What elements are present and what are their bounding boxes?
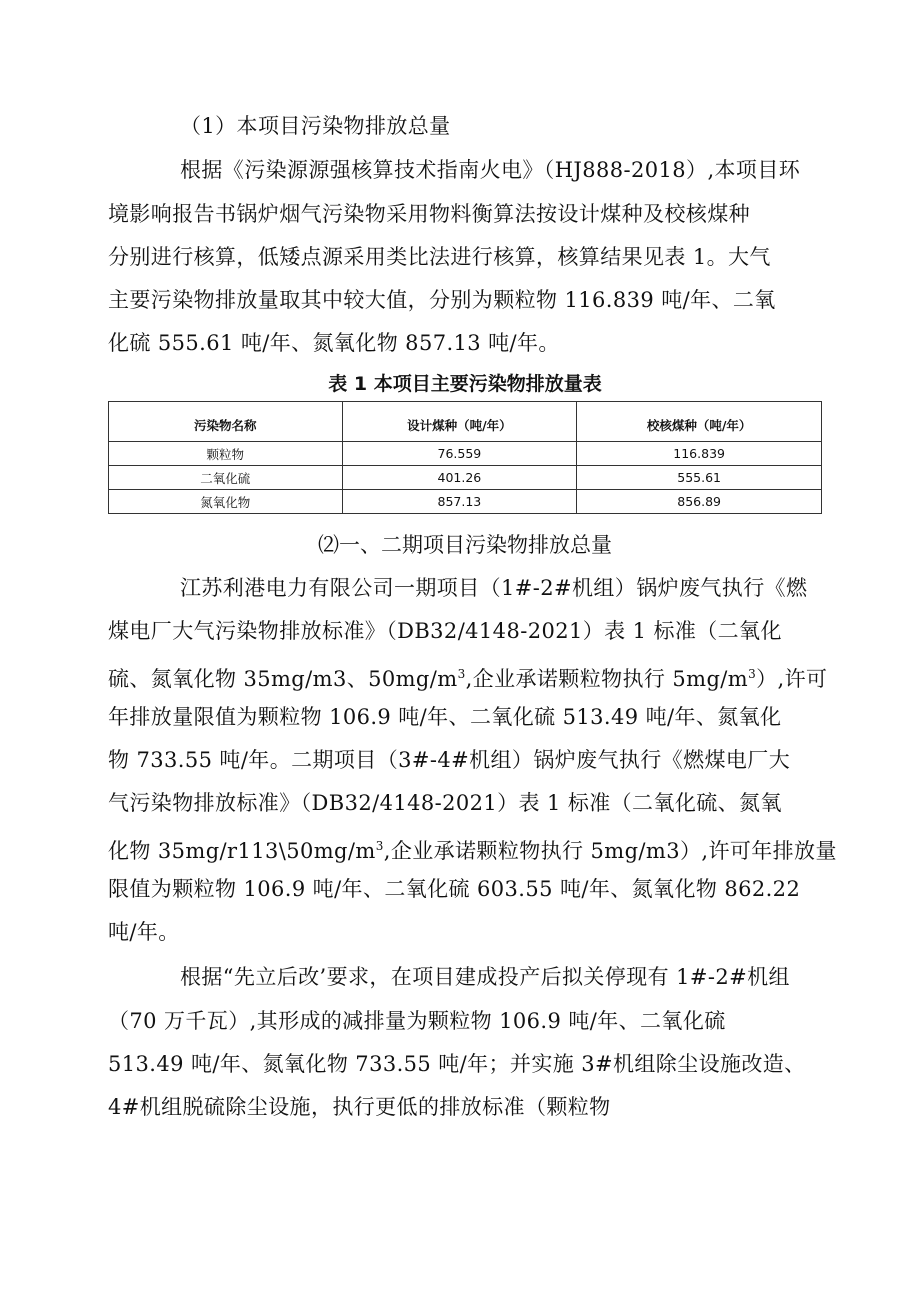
text-segment: ,企业承诺颗粒物执行 5mg/m: [465, 667, 749, 691]
section1-heading: （1）本项目污染物排放总量: [180, 114, 451, 138]
emissions-table: [108, 401, 822, 514]
section2-paragraph-line: 年排放量限值为颗粒物 106.9 吨/年、二氧化硫 513.49 吨/年、氮氧化: [108, 705, 782, 729]
table-header-cell: 设计煤种（吨/年）: [342, 402, 577, 442]
section2-paragraph-line: 4#机组脱硫除尘设施，执行更低的排放标准（颗粒物: [108, 1095, 611, 1119]
section2-paragraph-line: [108, 657, 828, 696]
section2-paragraph-line: 限值为颗粒物 106.9 吨/年、二氧化硫 603.55 吨/年、氮氧化物 862.22: [108, 877, 801, 901]
table-cell: 401.26: [342, 466, 577, 490]
section1-paragraph-line: 根据《污染源源强核算技术指南火电》（HJ888-2018）,本项目环: [180, 158, 801, 182]
section2-paragraph-line: [108, 829, 837, 868]
section1-paragraph-line: 主要污染物排放量取其中较大值，分别为颗粒物 116.839 吨/年、二氧: [108, 288, 776, 312]
table-cell: 氮氧化物: [109, 490, 343, 514]
table-row: [109, 490, 822, 514]
section1-paragraph-line: 分别进行核算，低矮点源采用类比法进行核算，核算结果见表 1。大气: [108, 245, 771, 269]
text-segment: ）,许可: [756, 667, 828, 691]
section2-paragraph-line: 江苏利港电力有限公司一期项目（1#-2#机组）锅炉废气执行《燃: [180, 576, 808, 600]
table-cell: 76.559: [342, 442, 577, 466]
section2-paragraph-line: 吨/年。: [108, 920, 180, 944]
table-cell: 857.13: [342, 490, 577, 514]
section2-paragraph-line: 物 733.55 吨/年。二期项目（3#-4#机组）锅炉废气执行《燃煤电厂大: [108, 748, 791, 772]
section2-paragraph-line: （70 万千瓦）,其形成的减排量为颗粒物 106.9 吨/年、二氧化硫: [108, 1009, 726, 1033]
table-header-row: [109, 402, 822, 442]
section2-heading: ⑵一、二期项目污染物排放总量: [318, 533, 612, 557]
section1-paragraph-line: 化硫 555.61 吨/年、氮氧化物 857.13 吨/年。: [108, 331, 560, 355]
section2-paragraph-line: 气污染物排放标准》（DB32/4148-2021）表 1 标准（二氧化硫、氮氧: [108, 791, 782, 815]
table-cell: 二氧化硫: [109, 466, 343, 490]
table-header-cell: 污染物名称: [109, 402, 343, 442]
superscript: 3: [457, 667, 466, 681]
superscript: 3: [748, 667, 757, 681]
table-header-cell: 校核煤种（吨/年）: [577, 402, 822, 442]
text-segment: 化物 35mg/r113\50mg/m: [108, 839, 376, 863]
section1-paragraph-line: 境影响报告书锅炉烟气污染物采用物料衡算法按设计煤种及校核煤种: [108, 202, 750, 226]
table-cell: 856.89: [577, 490, 822, 514]
table-row: [109, 442, 822, 466]
table-caption: 表 1 本项目主要污染物排放量表: [328, 373, 602, 395]
table-cell: 555.61: [577, 466, 822, 490]
table-cell: 116.839: [577, 442, 822, 466]
table-cell: 颗粒物: [109, 442, 343, 466]
table-row: [109, 466, 822, 490]
superscript: 3: [375, 839, 384, 853]
section2-paragraph-line: 煤电厂大气污染物排放标准》（DB32/4148-2021）表 1 标准（二氧化: [108, 619, 782, 643]
text-segment: 硫、氮氧化物 35mg/m3、50mg/m: [108, 667, 458, 691]
section2-paragraph-line: 根据“先立后改’要求，在项目建成投产后拟关停现有 1#-2#机组: [180, 965, 790, 989]
section2-paragraph-line: 513.49 吨/年、氮氧化物 733.55 吨/年；并实施 3#机组除尘设施改造、: [108, 1052, 806, 1076]
text-segment: ,企业承诺颗粒物执行 5mg/m3）,许可年排放量: [383, 839, 837, 863]
